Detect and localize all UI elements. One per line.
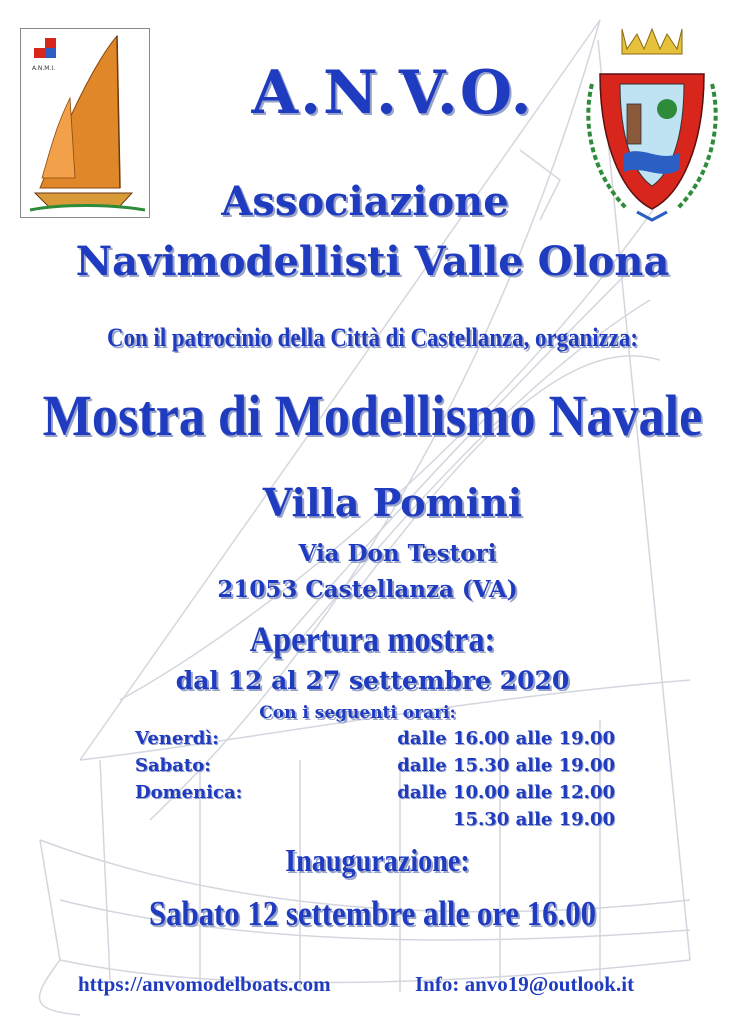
acronym-title: A.N.V.O. [251, 58, 534, 128]
address-line2: 21053 Castellanza (VA) [217, 576, 518, 603]
hours-intro: Con i seguenti orari: [259, 703, 456, 723]
inauguration-heading: Inaugurazione: [285, 842, 470, 878]
venue-name: Villa Pomini [262, 480, 523, 525]
schedule-hours: dalle 16.00 alle 19.00 [397, 728, 615, 749]
event-title: Mostra di Modellismo Navale [42, 383, 703, 448]
inauguration-date: Sabato 12 settembre alle ore 16.00 [148, 894, 597, 933]
anmi-caption: A.N.M.I. [32, 65, 56, 72]
contact-info: Info: anvo19@outlook.it [415, 972, 635, 996]
schedule-hours: dalle 15.30 alle 19.00 [397, 755, 615, 776]
schedule-hours: 15.30 alle 19.00 [452, 809, 615, 830]
address-line1: Via Don Testori [298, 540, 497, 567]
association-line1: Associazione [221, 178, 509, 225]
association-line2: Navimodellisti Valle Olona [75, 238, 670, 285]
opening-dates: dal 12 al 27 settembre 2020 [175, 666, 570, 695]
schedule-day: Domenica: [135, 782, 243, 803]
patronage-line: Con il patrocinio della Città di Castellanza, organizza: [107, 323, 638, 352]
website-link[interactable]: https://anvomodelboats.com [78, 972, 331, 996]
opening-heading: Apertura mostra: [249, 619, 496, 659]
schedule-day: Sabato: [135, 755, 211, 776]
schedule-hours: dalle 10.00 alle 12.00 [397, 782, 615, 803]
schedule-day: Venerdì: [135, 728, 219, 749]
